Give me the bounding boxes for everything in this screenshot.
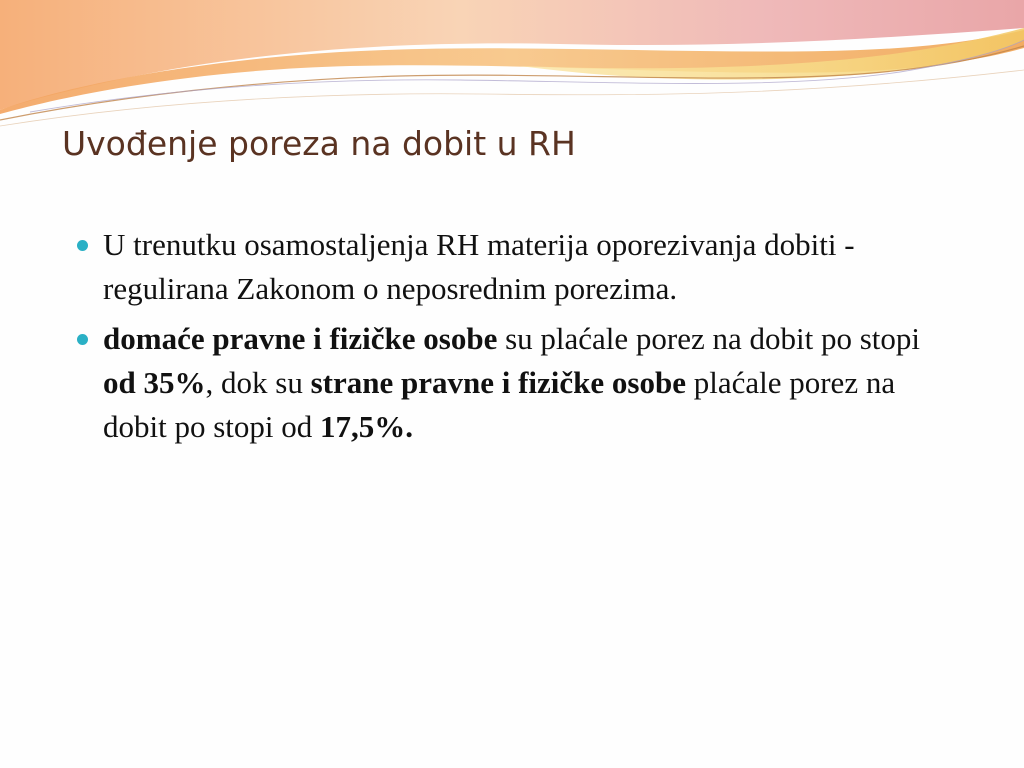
bold-segment-domestic-persons: domaće pravne i fizičke osobe (103, 321, 498, 356)
bold-segment-foreign-persons: strane pravne i fizičke osobe (310, 365, 686, 400)
bold-segment-rate-35: od 35% (103, 365, 206, 400)
bullet-dot-icon (77, 240, 88, 251)
bullet-text-segment: , dok su (205, 365, 311, 400)
bullet-text (103, 321, 920, 444)
bold-segment-rate-17-5: 17,5%. (320, 409, 414, 444)
bullet-text-segment: su plaćale porez na dobit po stopi (497, 321, 921, 356)
header-swoosh-decoration (0, 0, 1024, 130)
bullet-text (103, 227, 855, 306)
bullet-item (75, 317, 955, 449)
bullet-item (75, 223, 955, 311)
bullet-text-segment: plaćale porez na dobit po stopi od (103, 365, 896, 444)
slide-title: Uvođenje poreza na dobit u RH (62, 124, 576, 163)
bullet-list (75, 223, 955, 455)
bullet-dot-icon (77, 334, 88, 345)
bullet-text-segment: U trenutku osamostaljenja RH materija oporezivanja dobiti - regulirana Zakonom o neposrednim porezima. (103, 227, 855, 306)
